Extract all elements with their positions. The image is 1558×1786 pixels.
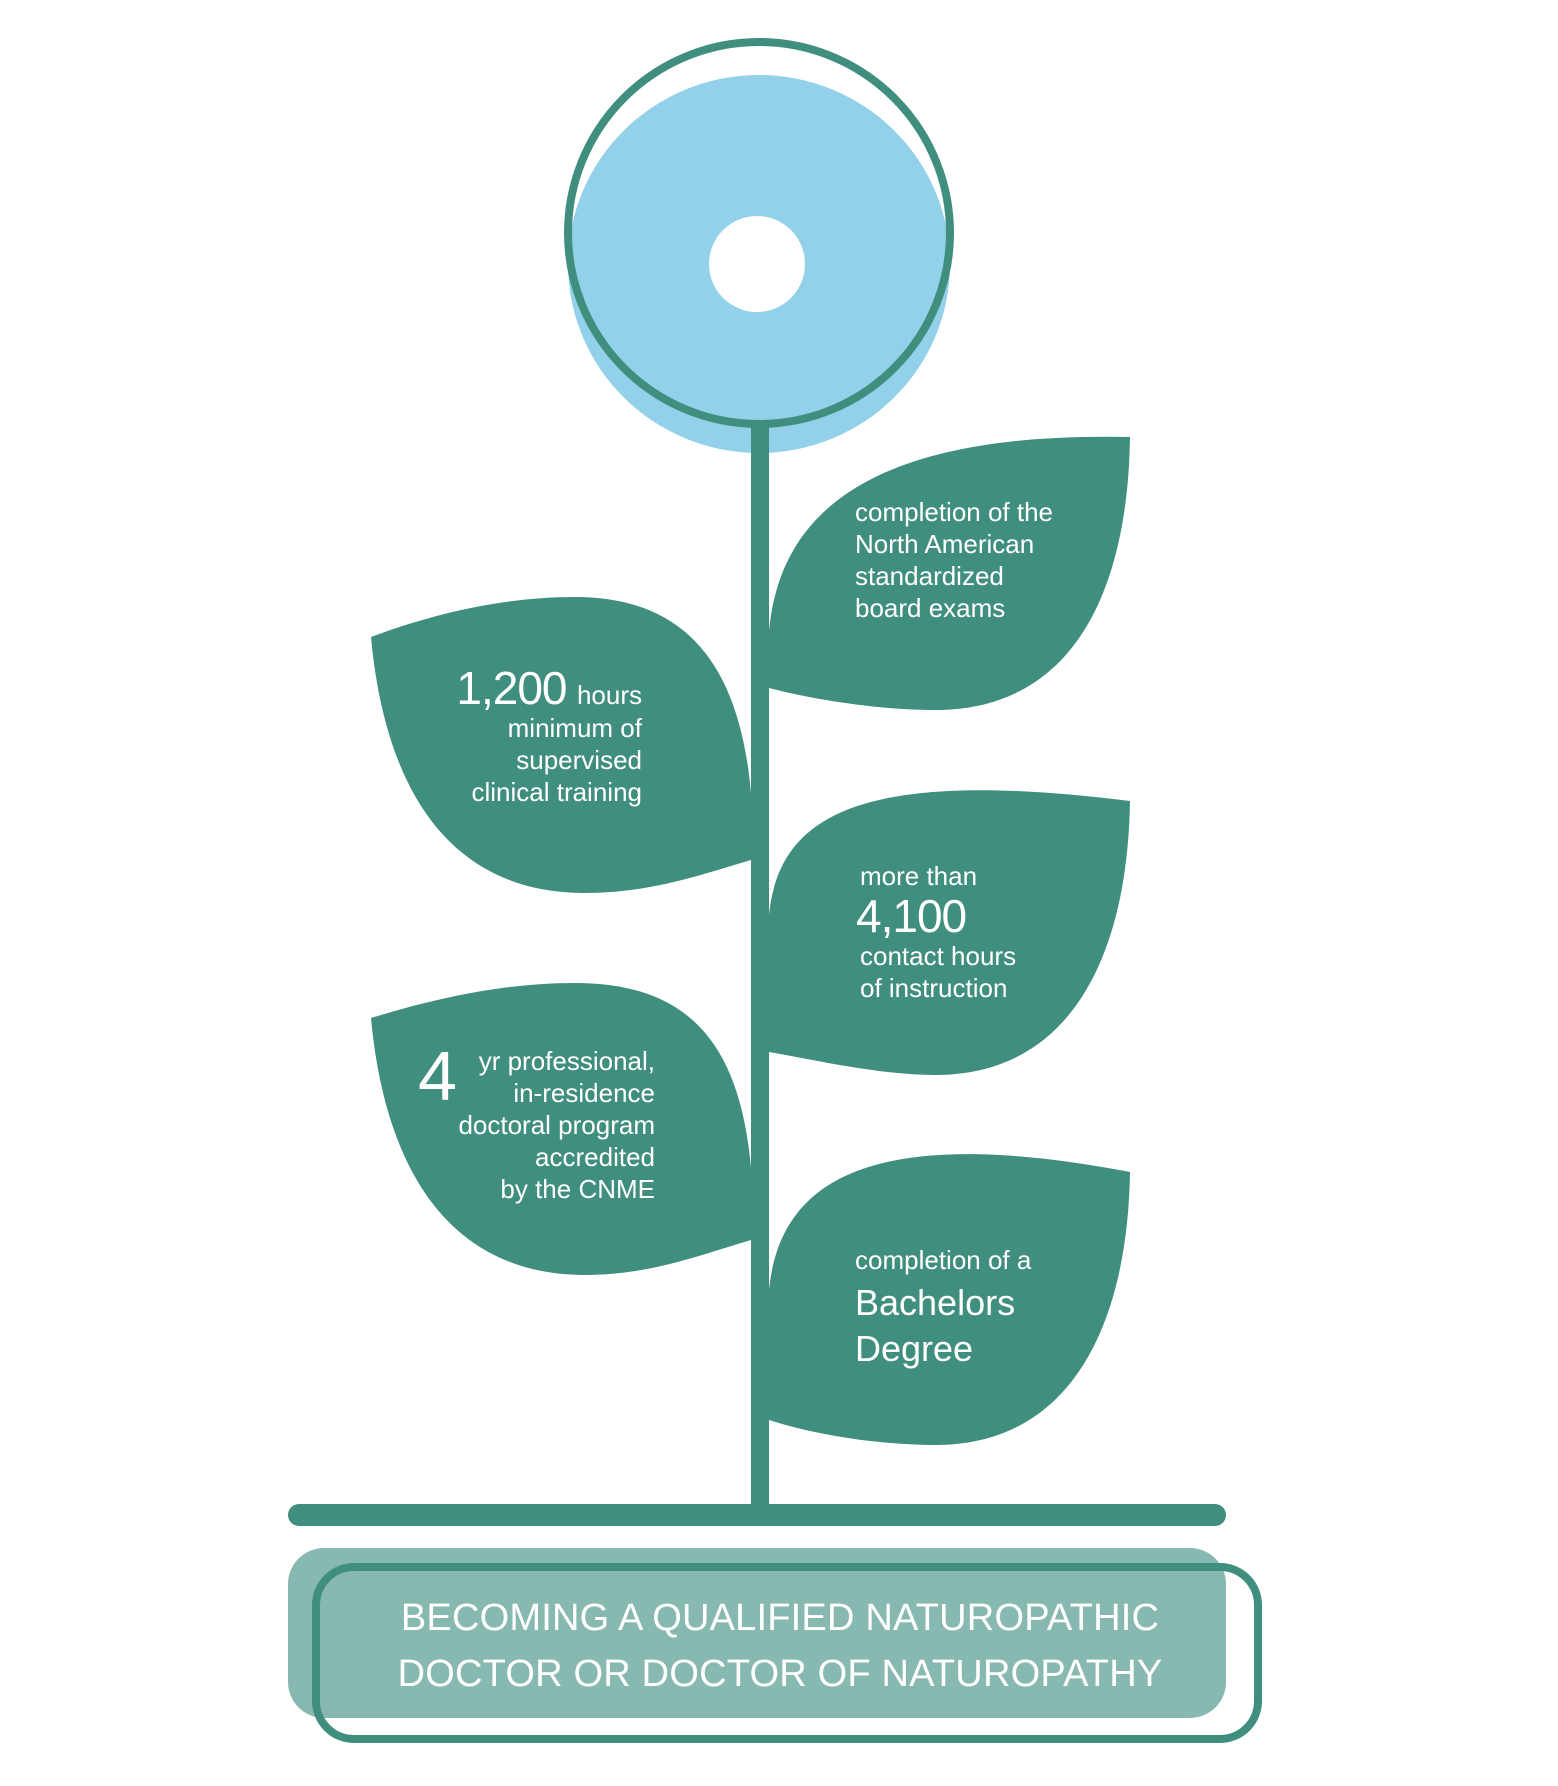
bachelors-line1: completion of a: [855, 1245, 1032, 1275]
contact-hours-number: 4,100: [856, 890, 967, 942]
program-years-number: 4: [418, 1037, 457, 1115]
leaf-bachelors-text: [855, 1244, 1115, 1372]
title-line1: BECOMING A QUALIFIED NATUROPATHIC: [400, 1597, 1160, 1639]
bachelors-line2: Bachelors: [855, 1282, 1016, 1323]
ground-line: [288, 1504, 1226, 1526]
program-line5: by the CNME: [500, 1174, 655, 1204]
board-exams-line3: standardized: [855, 561, 1004, 591]
clinical-line4: clinical training: [471, 777, 642, 807]
leaf-clinical-text: [400, 664, 642, 808]
clinical-line2: minimum of: [507, 713, 642, 743]
board-exams-line1: completion of the: [855, 497, 1054, 527]
leaf-contact-hours-text: [856, 860, 1120, 1004]
bachelors-line3: Degree: [855, 1328, 974, 1369]
leaf-program-text: [410, 1037, 655, 1205]
program-line3: doctoral program: [458, 1110, 655, 1140]
contact-line1: more than: [860, 861, 978, 891]
board-exams-line4: board exams: [855, 593, 1006, 623]
program-line2: in-residence: [513, 1078, 655, 1108]
contact-line4: of instruction: [860, 973, 1008, 1003]
board-exams-line2: North American: [855, 529, 1035, 559]
title-line2: DOCTOR OR DOCTOR OF NATUROPATHY: [397, 1653, 1163, 1695]
flower-center: [709, 216, 805, 312]
clinical-hours-number: 1,200: [456, 662, 567, 714]
leaf-board-exams-text: [855, 496, 1125, 624]
diagram-title: [320, 1590, 1240, 1702]
clinical-line3: supervised: [516, 745, 642, 775]
contact-line3: contact hours: [860, 941, 1017, 971]
program-line1: yr professional,: [478, 1046, 655, 1076]
program-line4: accredited: [535, 1142, 655, 1172]
clinical-hours-unit: hours: [576, 680, 642, 710]
stem: [751, 425, 769, 1517]
